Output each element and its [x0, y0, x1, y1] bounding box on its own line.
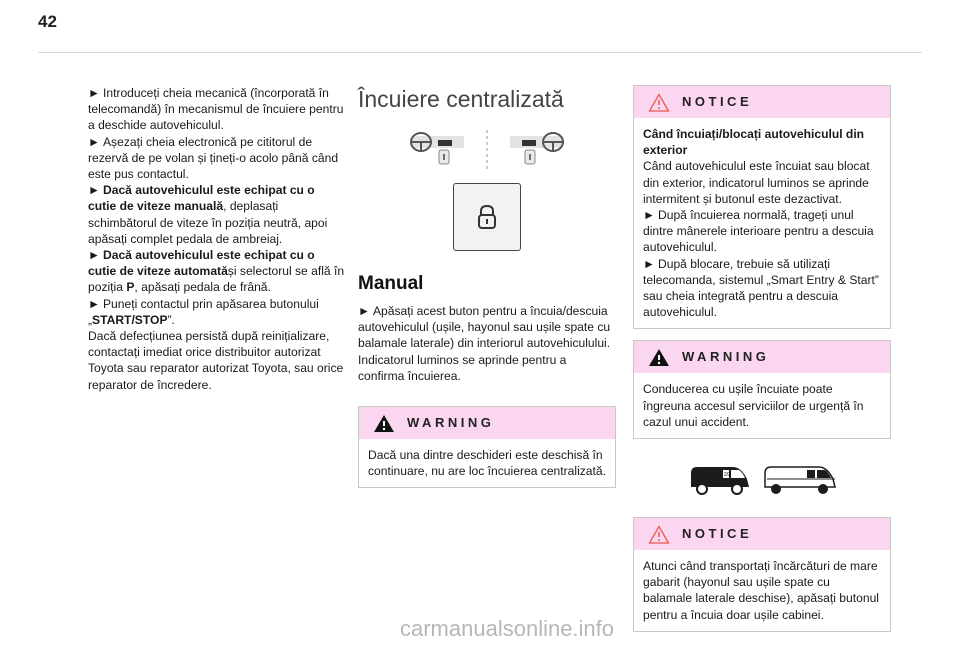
steering-wheel-icon	[506, 128, 568, 172]
column-middle	[358, 85, 616, 488]
arrow-icon: ►	[358, 304, 370, 318]
van-icon	[687, 461, 751, 497]
svg-text:2/3: 2/3	[724, 472, 731, 479]
steering-wheel-icon	[406, 128, 468, 172]
manual-subtitle: Manual	[358, 273, 424, 294]
notice-box-exterior-lock	[633, 85, 891, 329]
notice-body: Atunci când transportați încărcături de mare gabarit (hayonul sau ușile spate cu balamale laterale deschise), apăsați butonul pentru a încuia doar ușile cabinei.	[643, 559, 879, 622]
instruction-insert-key: ► Introduceți cheia mecanică (încorporată în telecomandă) în mecanismul de încuiere pentru a deschide autovehiculul.	[88, 86, 344, 133]
watermark: carmanualsonline.info	[400, 616, 615, 641]
notice-triangle-icon	[648, 525, 670, 544]
arrow-icon: ►	[88, 183, 100, 198]
warning-triangle-icon	[648, 348, 670, 367]
manual-instruction: ► Apăsați acest buton pentru a încuia/descuia autovehiculul (ușile, hayonul sau ușile spate cu balamale laterale) din interiorul autovehiculului.	[358, 304, 611, 351]
warning-label: WARNING	[407, 414, 495, 430]
van-icon	[761, 461, 837, 497]
arrow-icon: ►	[643, 208, 655, 223]
instruction-start-stop: ► Puneți contactul prin apăsarea butonului „START/STOP”.	[88, 296, 319, 327]
warning-body: Conducerea cu ușile încuiate poate îngreuna accesul serviciilor de urgență în cazul unui accident.	[643, 382, 864, 429]
notice-header	[634, 86, 890, 118]
steering-illustration	[358, 125, 616, 175]
warning-header	[634, 341, 890, 373]
warning-box-open-door	[358, 406, 616, 488]
warning-triangle-icon	[373, 414, 395, 433]
notice-label: NOTICE	[682, 93, 753, 109]
warning-body: Dacă una dintre deschideri este deschisă în continuare, nu are loc încuierea centralizată.	[368, 448, 606, 479]
padlock-icon	[475, 203, 499, 231]
top-divider	[38, 52, 922, 53]
page-number: 42	[38, 12, 57, 31]
instruction-place-key: ► Așezați cheia electronică pe cititorul de rezervă de pe volan și țineți-o acolo până când este pus contactul.	[88, 134, 339, 182]
warning-header	[359, 407, 615, 439]
notice-triangle-icon	[648, 93, 670, 112]
section-title: Încuiere centralizată	[358, 86, 564, 112]
arrow-icon: ►	[88, 86, 100, 100]
warning-box-emergency	[633, 340, 891, 439]
notice-header	[634, 518, 890, 550]
column-right	[633, 85, 891, 632]
fault-note: Dacă defecțiunea persistă după reinițializare, contactați imediat orice distribuitor autorizat Toyota sau reparator autorizat Toyota, sau orice reparator de încredere.	[88, 329, 344, 392]
van-illustrations	[633, 461, 891, 497]
manual-indicator-note: Indicatorul luminos se aprinde pentru a confirma încuierea.	[358, 352, 567, 383]
arrow-icon: ►	[88, 134, 100, 149]
arrow-icon: ►	[643, 256, 655, 271]
instruction-manual-gearbox: ► Dacă autovehiculul este echipat cu o cutie de viteze manuală, deplasați schimbătorul de viteze în poziția neutră, apoi apăsați complet pedala de ambreiaj.	[88, 183, 328, 246]
notice-heading: Când încuiați/blocați autovehiculul din exterior	[643, 127, 865, 158]
warning-label: WARNING	[682, 349, 770, 365]
divider-dashed	[486, 128, 488, 172]
arrow-icon: ►	[88, 248, 100, 263]
instruction-automatic-gearbox: ► Dacă autovehiculul este echipat cu o cutie de viteze automatăși selectorul se află în poziția P, apăsați pedala de frână.	[88, 248, 345, 295]
arrow-icon: ►	[88, 296, 100, 311]
central-lock-button	[453, 183, 521, 251]
notice-label: NOTICE	[682, 525, 753, 541]
notice-box-large-loads	[633, 517, 891, 632]
column-left	[88, 85, 346, 393]
notice-body: Când încuiați/blocați autovehiculul din exterior Când autovehiculul este încuiat sau blocat din exterior, indicatorul luminos se aprinde intermitent și butonul este dezactivat. ► După încuierea normală, trageți unul dintre mânerele interioare pentru a descuia autovehiculul. ► După blocare, trebuie să utilizați telecomanda, sistemul „Smart Entry & Start” sau cheia integrată pentru a descuia autovehiculul.	[634, 118, 890, 328]
